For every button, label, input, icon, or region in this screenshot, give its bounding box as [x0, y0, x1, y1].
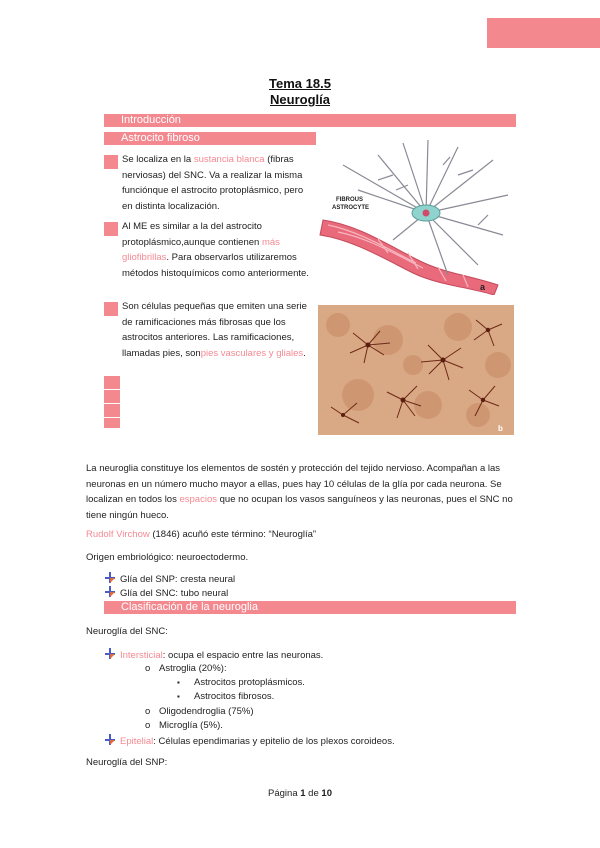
bullet-paragraph-3: Son células pequeñas que emiten una serie de ramificaciones más fibrosas que los astrocitos anteriores. Las ramificaciones, llamadas pies, sonpies vasculares y gliales. — [122, 301, 307, 359]
arrow-bullet-icon — [104, 586, 116, 597]
page-title: Tema 18.5 — [269, 76, 331, 91]
neuroglia-definition-paragraph: La neuroglia constituye los elementos de sostén y protección del tejido nervioso. Acompañan a las neuronas en un número mucho mayor a ellas, pues hay 10 células de la glía por cada neurona. Se localizan en todos los espacios que no ocupan los vasos sanguíneos y las neuronas, pues el SNC no tiene ningún hueco. — [86, 463, 513, 521]
list-item: Glía del SNP: cresta neural — [104, 572, 235, 587]
fibrous-astrocyte-drawing-icon — [318, 135, 514, 295]
page-subtitle: Neuroglía — [270, 92, 330, 107]
list-item: Glía del SNC: tubo neural — [104, 586, 228, 601]
snp-neuroglia-title: Neuroglía del SNP: — [86, 757, 168, 768]
svg-text:ASTROCYTE: ASTROCYTE — [332, 205, 370, 211]
empty-bullet-marker — [104, 418, 120, 428]
virchow-paragraph: Rudolf Virchow (1846) acuñó este término: “Neuroglía” — [86, 529, 317, 540]
list-item: o Astroglia (20%): — [145, 663, 227, 674]
header-accent-block — [487, 18, 600, 48]
empty-bullet-marker — [104, 390, 120, 403]
svg-text:FIBROUS: FIBROUS — [336, 197, 363, 203]
svg-text:a: a — [480, 282, 486, 292]
fibrous-astrocyte-figure — [318, 135, 514, 295]
bullet-paragraph-1: Se localiza en la sustancia blanca (fibras nerviosas) del SNC. Va a realizar la misma funciónque el astrocito protoplásmico, pero en distinta localización. — [122, 154, 304, 212]
svg-text:b: b — [498, 424, 503, 433]
empty-bullet-marker — [104, 376, 120, 389]
embryologic-origin-paragraph: Origen embriológico: neuroectodermo. — [86, 552, 249, 563]
section-heading-astrocito: Astrocito fibroso — [104, 132, 316, 145]
arrow-bullet-icon — [104, 572, 116, 583]
arrow-bullet-icon — [104, 648, 116, 659]
list-item: ▪ Astrocitos protoplásmicos. — [177, 677, 305, 688]
page-footer: Página 1 de 10 — [268, 788, 332, 799]
empty-bullet-marker — [104, 404, 120, 417]
list-item: Epitelial: Células ependimarias y epitelio de los plexos coroideos. — [104, 734, 395, 749]
snc-neuroglia-title: Neuroglía del SNC: — [86, 626, 168, 637]
list-item: o Microglía (5%). — [145, 720, 223, 731]
arrow-bullet-icon — [104, 734, 116, 745]
bullet-marker — [104, 222, 118, 236]
astrocyte-micrograph-figure — [318, 305, 514, 435]
bullet-paragraph-2: Al ME es similar a la del astrocito protoplásmico,aunque contienen más gliofibrillas. Para observarlos utilizaremos métodos histoquímicos como anteriormente. — [122, 221, 309, 279]
list-item: o Oligodendroglia (75%) — [145, 706, 254, 717]
micrograph-astrocytes-icon — [318, 305, 514, 435]
bullet-marker — [104, 302, 118, 316]
list-item: ▪ Astrocitos fibrosos. — [177, 691, 275, 702]
list-item: Intersticial: ocupa el espacio entre las neuronas. — [104, 648, 323, 663]
section-heading-intro: Introducción — [104, 114, 516, 127]
section-heading-clasificacion: Clasificación de la neuroglia — [104, 601, 516, 614]
bullet-marker — [104, 155, 118, 169]
